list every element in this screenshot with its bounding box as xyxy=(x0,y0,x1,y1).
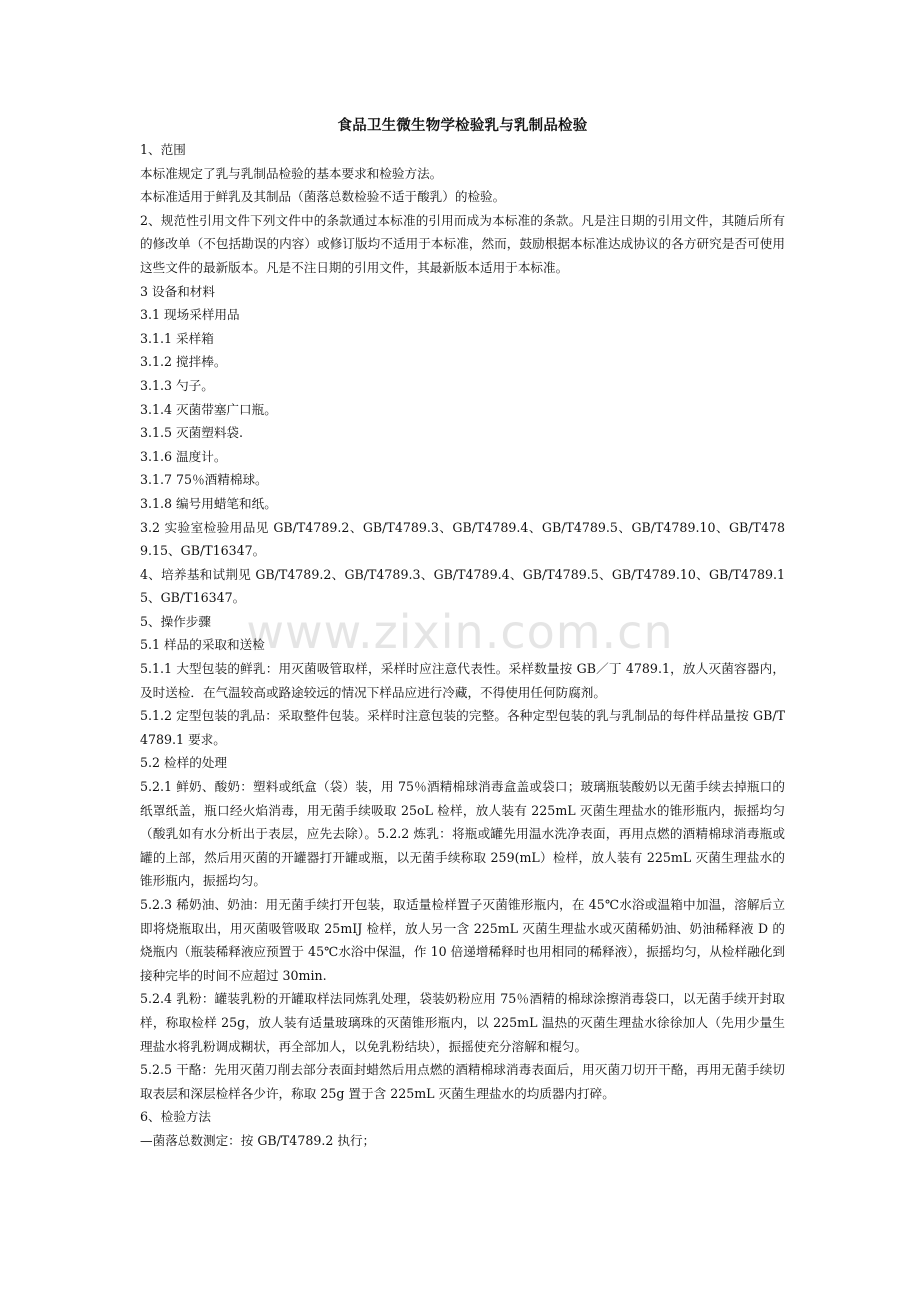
paragraph: 3.1.1 采样箱 xyxy=(140,330,214,346)
paragraph: 3 设备和材料 xyxy=(140,283,215,299)
document-page xyxy=(140,114,785,1153)
paragraph: 3.1 现场采样用品 xyxy=(140,307,240,323)
document-title: 食品卫生微生物学检验乳与乳制品检验 xyxy=(337,118,588,134)
paragraph: —菌落总数测定：按 GB/T4789.2 执行； xyxy=(140,1132,376,1148)
paragraph: 6、检验方法 xyxy=(140,1109,211,1125)
paragraph: 本标准适用于鲜乳及其制品（菌落总数检验不适于酸乳）的检验。 xyxy=(140,189,506,205)
paragraph: 3.1.6 温度计。 xyxy=(140,448,227,464)
paragraph: 5.1.1 大型包装的鲜乳：用灭菌吸管取样，采样时应注意代表性。采样数量按 GB／丁 4789.1，放人灭菌容器内，及时送检．在气温较高或路途较远的情况下样品应进行冷藏，不得使用任何防腐剂。 xyxy=(140,661,785,700)
paragraph: 3.2 实验室检验用品见 GB/T4789.2、GB/T4789.3、GB/T4789.4、GB/T4789.5、GB/T4789.10、GB/T4789.15、GB/T16347。 xyxy=(140,519,785,559)
paragraph: 2、规范性引用文件下列文件中的条款通过本标准的引用而成为本标准的条款。凡是注日期的引用文件，其随后所有的修改单（不包括勘误的内容）或修订版均不适用于本标准，然而，鼓励根据本标准达成协议的各方研究是否可使用这些文件的最新版本。凡是不注日期的引用文件，其最新版本适用于本标准。 xyxy=(140,212,785,275)
paragraph: 5、操作步骤 xyxy=(140,613,211,629)
paragraph: 3.1.4 灭菌带塞广口瓶。 xyxy=(140,401,277,417)
paragraph: 3.1.3 勺子。 xyxy=(140,377,214,393)
paragraph: 3.1.7 75％酒精棉球。 xyxy=(140,472,268,488)
paragraph: 4、培养基和试荆见 GB/T4789.2、GB/T4789.3、GB/T4789.4、GB/T4789.5、GB/T4789.10、GB/T4789.15、GB/T16347。 xyxy=(140,566,785,606)
document-body xyxy=(140,138,785,1153)
paragraph: 5.2.3 稀奶油、奶油：用无菌手续打开包装，取适量检样置子灭菌锥形瓶内，在 45℃水浴或温箱中加温，溶解后立即将烧瓶取出，用灭菌吸管吸取 25mIJ 检样，放人另一含 225mL 灭菌生理盐水或灭菌稀奶油、奶油稀释液 D 的烧瓶内（瓶装稀释液应预置于 45℃水浴中保温，作 10 倍递增稀释时也用相同的稀释液），振摇均匀，从检样融化到接种完毕的时间不应超过 30min. xyxy=(140,897,785,983)
paragraph: 3.1.5 灭菌塑料袋. xyxy=(140,425,244,441)
paragraph: 5.2 检样的处理 xyxy=(140,755,228,771)
paragraph: 3.1.2 搅拌棒。 xyxy=(140,354,227,370)
paragraph: 1、范围 xyxy=(140,142,186,157)
paragraph: 5.2.4 乳粉：罐装乳粉的开罐取样法同炼乳处理，袋装奶粉应用 75％酒精的棉球涂擦消毒袋口，以无菌手续开封取样，称取检样 25g，放人装有适量玻璃珠的灭菌锥形瓶内，以 225mL 温热的灭菌生理盐水徐徐加人（先用少量生理盐水将乳粉调成糊状，再全部加人，以免乳粉结块），振摇使充分溶解和棍匀。 xyxy=(140,991,785,1054)
paragraph: 本标准规定了乳与乳制品检验的基本要求和检验方法。 xyxy=(140,165,443,181)
paragraph: 5.1 样品的采取和送检 xyxy=(140,637,265,653)
paragraph: 5.1.2 定型包装的乳品：采取整件包装。采样时注意包装的完整。各种定型包装的乳与乳制品的每件样品量按 GB/T4789.1 要求。 xyxy=(140,708,785,747)
paragraph: 5.2.5 干酪：先用灭菌刀削去部分表面封蜡然后用点燃的酒精棉球消毒表面后，用灭菌刀切开干酪，再用无菌手续切取表层和深层检样各少许，称取 25g 置于含 225mL 灭菌生理盐水的均质器内打碎。 xyxy=(140,1062,785,1101)
paragraph: 3.1.8 编号用蜡笔和纸。 xyxy=(140,495,277,511)
watermark-text: www.zixin.com.cn xyxy=(246,605,674,659)
paragraph: 5.2.1 鲜奶、酸奶：塑料或纸盒（袋）装，用 75％酒精棉球消毒盒盖或袋口；玻璃瓶装酸奶以无菌手续去掉瓶口的纸罩纸盖，瓶口经火焰消毒，用无菌手续吸取 25oL 检样，放人装有 225mL 灭菌生理盐水的锥形瓶内，振摇均匀（酸乳如有水分析出于表层，应先去除）。5.2.2 炼乳：将瓶或罐先用温水洗净表面，再用点燃的酒精棉球消毒瓶或罐的上部，然后用灭菌的开罐器打开罐或瓶，以无菌手续称取 259(mL）检样，放人装有 225mL 灭菌生理盐水的锥形瓶内，振摇均匀。 xyxy=(140,779,785,889)
